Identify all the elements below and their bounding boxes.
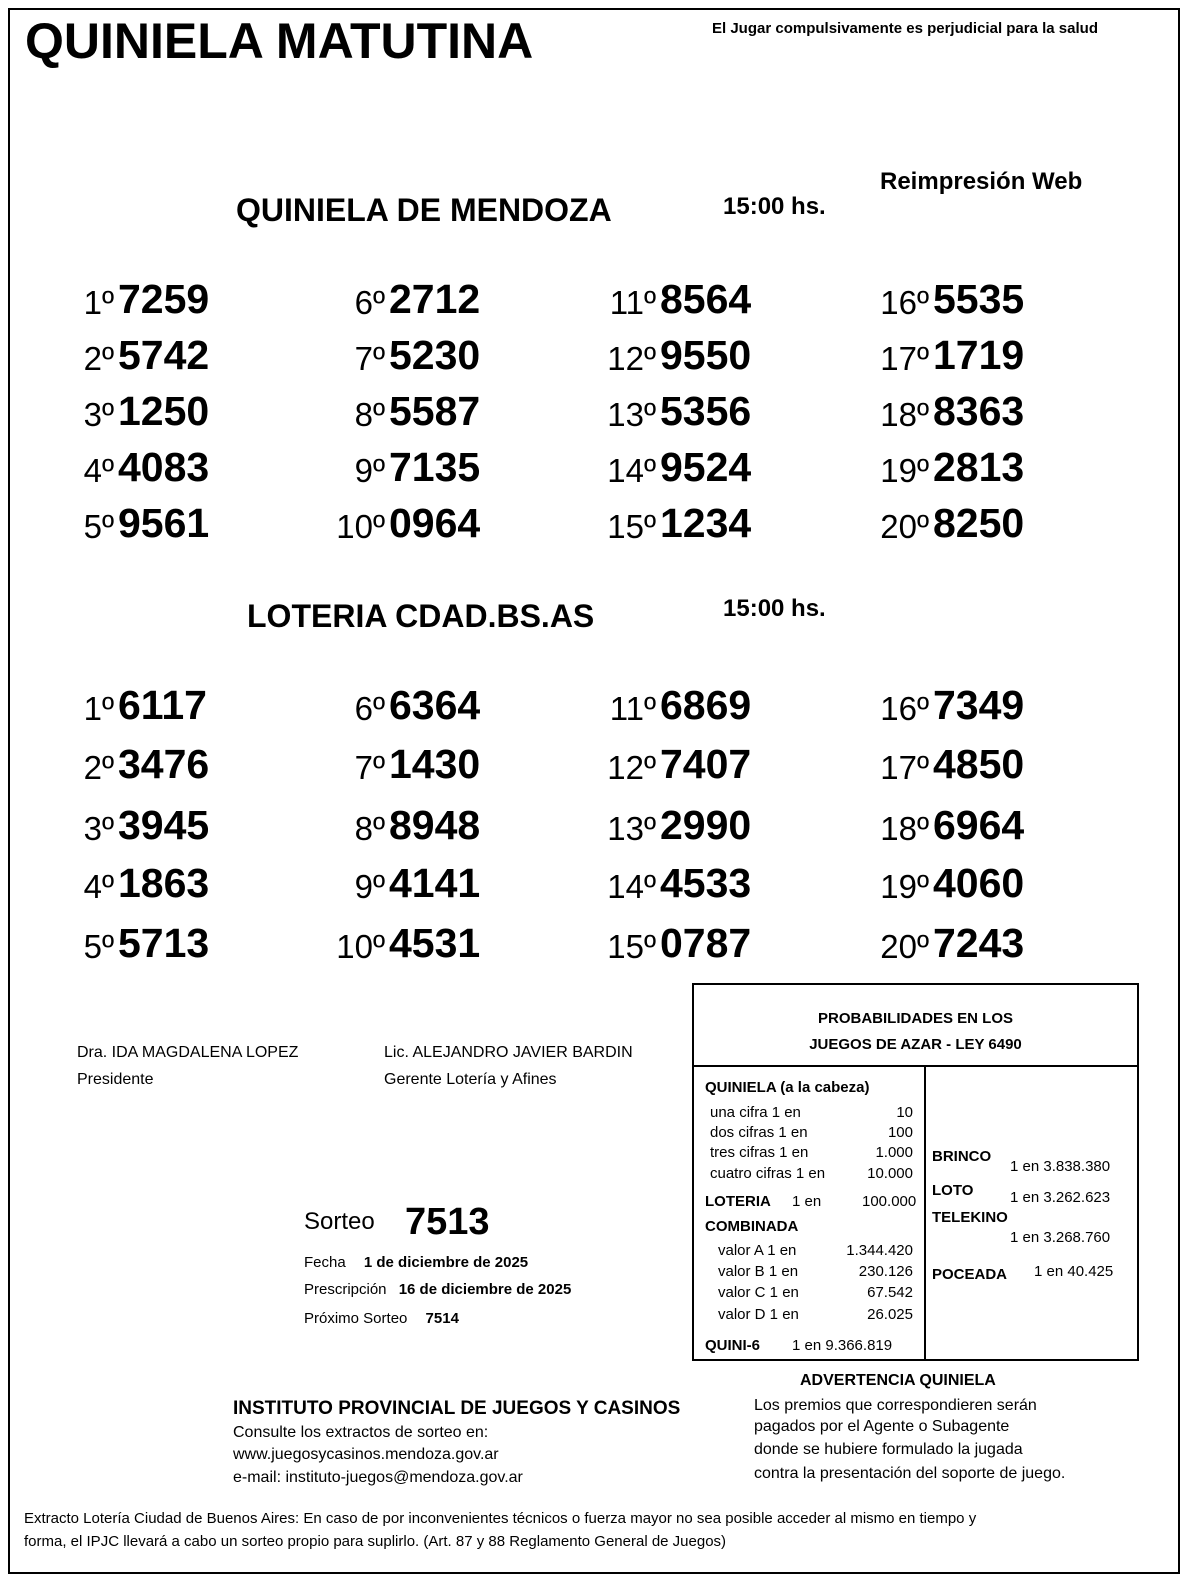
result-entry [863,920,1033,970]
advertencia-title: ADVERTENCIA QUINIELA [800,1372,996,1389]
result-position: 15º [607,928,656,965]
telekino-prob-label: TELEKINO [932,1209,1008,1226]
result-number: 4083 [118,444,210,490]
advertencia-line: contra la presentación del soporte de juego. [754,1465,1066,1482]
result-position: 8º [354,810,385,847]
prob-row-label: valor C 1 en [718,1284,799,1301]
prob-row-value: 1.344.420 [846,1242,913,1259]
result-entry [48,388,218,438]
result-number: 9524 [660,444,752,490]
proximo-value: 7514 [425,1310,459,1327]
result-number: 8363 [933,388,1025,434]
result-position: 2º [83,749,114,786]
prob-row-value: 10 [896,1104,913,1121]
result-entry [48,276,218,326]
result-position: 1º [83,284,114,321]
result-position: 20º [880,928,929,965]
result-entry [319,741,489,791]
prob-row-value: 26.025 [867,1306,913,1323]
footer-line2: forma, el IPJC llevará a cabo un sorteo propio para suplirlo. (Art. 87 y 88 Reglamento General de Juegos) [24,1533,727,1550]
result-entry [48,682,218,732]
result-number: 5587 [389,388,481,434]
result-entry [863,276,1033,326]
manager-role: Gerente Lotería y Afines [384,1071,557,1088]
probabilities-title-line2: JUEGOS DE AZAR - LEY 6490 [809,1036,1022,1053]
result-position: 10º [336,928,385,965]
result-number: 6117 [118,682,207,728]
result-number: 4141 [389,860,481,906]
reprint-label: Reimpresión Web [880,168,1083,195]
footer-note [24,1507,976,1553]
prob-row-label: una cifra 1 en [710,1104,801,1121]
result-entry [590,920,760,970]
result-entry [319,682,489,732]
result-entry [590,860,760,910]
probabilities-divider [924,1067,926,1361]
loteria-prob-value: 100.000 [862,1193,917,1210]
loto-prob-label: LOTO [932,1182,974,1199]
institute-website[interactable]: www.juegosycasinos.mendoza.gov.ar [233,1446,499,1463]
result-entry [863,802,1033,852]
result-entry [590,741,760,791]
result-number: 5230 [389,332,481,378]
proximo-label: Próximo Sorteo [304,1310,408,1327]
result-entry [863,682,1033,732]
result-number: 5742 [118,332,210,378]
prob-row-value: 1.000 [875,1144,913,1161]
result-number: 0964 [389,500,481,546]
result-number: 6364 [389,682,481,728]
result-number: 1250 [118,388,210,434]
result-number: 8250 [933,500,1025,546]
result-position: 8º [354,396,385,433]
result-number: 5535 [933,276,1025,322]
institute-name: INSTITUTO PROVINCIAL DE JUEGOS Y CASINOS [233,1398,681,1419]
result-position: 10º [336,508,385,545]
quini6-prob-label: QUINI-6 [705,1337,761,1354]
brinco-prob-value: 1 en 3.838.380 [1010,1158,1111,1175]
result-number: 1234 [660,500,752,546]
result-position: 7º [354,340,385,377]
brinco-prob-label: BRINCO [932,1148,992,1165]
result-number: 5713 [118,920,210,966]
bsas-time: 15:00 hs. [723,595,826,622]
probabilities-box [692,983,1139,1361]
result-position: 3º [83,810,114,847]
result-number: 7259 [118,276,210,322]
result-number: 5356 [660,388,752,434]
result-position: 11º [609,690,656,727]
loto-prob-value: 1 en 3.262.623 [1010,1189,1111,1206]
result-number: 0787 [660,920,752,966]
advertencia-line: pagados por el Agente o Subagente [754,1418,1010,1435]
result-position: 18º [880,810,929,847]
prob-row-label: cuatro cifras 1 en [710,1165,826,1182]
result-entry [863,444,1033,494]
result-entry [319,276,489,326]
result-position: 6º [354,284,385,321]
result-entry [590,444,760,494]
poceada-prob-value: 1 en 40.425 [1034,1263,1114,1280]
signature-president [77,1044,298,1089]
result-position: 14º [607,452,656,489]
result-number: 6869 [660,682,752,728]
result-entry [48,444,218,494]
health-warning: El Jugar compulsivamente es perjudicial para la salud [712,20,1098,37]
prob-row-value: 10.000 [867,1165,913,1182]
result-entry [48,500,218,550]
combinada-prob-label: COMBINADA [705,1218,799,1235]
page-title: QUINIELA MATUTINA [25,13,534,69]
loteria-prob-label: LOTERIA [705,1193,771,1210]
result-number: 2990 [660,802,752,848]
result-number: 3476 [118,741,210,787]
result-position: 7º [354,749,385,786]
result-number: 1863 [118,860,210,906]
result-entry [319,444,489,494]
result-position: 15º [607,508,656,545]
result-number: 2813 [933,444,1025,490]
mendoza-title: QUINIELA DE MENDOZA [236,192,612,228]
prob-row-label: valor D 1 en [718,1306,799,1323]
president-name: Dra. IDA MAGDALENA LOPEZ [77,1044,299,1061]
result-number: 4850 [933,741,1025,787]
prob-row-label: valor B 1 en [718,1263,799,1280]
president-role: Presidente [77,1071,154,1088]
result-position: 5º [83,928,114,965]
footer-line1: Extracto Lotería Ciudad de Buenos Aires: En caso de por inconvenientes técnicos o fuerza mayor no sea posible acceder al mismo en tiempo y [24,1510,977,1527]
result-number: 3945 [118,802,210,848]
result-position: 5º [83,508,114,545]
result-number: 6964 [933,802,1025,848]
result-entry [863,332,1033,382]
result-position: 19º [880,868,929,905]
result-entry [48,332,218,382]
result-position: 17º [880,340,929,377]
result-position: 19º [880,452,929,489]
result-position: 2º [83,340,114,377]
result-entry [48,802,218,852]
result-position: 20º [880,508,929,545]
result-entry [590,802,760,852]
prob-row-label: valor A 1 en [718,1242,797,1259]
poceada-prob-label: POCEADA [932,1266,1008,1283]
result-position: 17º [880,749,929,786]
result-entry [319,860,489,910]
probabilities-header [694,985,1137,1067]
result-number: 2712 [389,276,481,322]
sorteo-number: 7513 [405,1201,490,1243]
quini6-prob-value: 1 en 9.366.819 [792,1337,893,1354]
result-entry [590,388,760,438]
telekino-prob-value: 1 en 3.268.760 [1010,1229,1111,1246]
result-entry [590,682,760,732]
result-position: 16º [880,690,929,727]
result-number: 4531 [389,920,481,966]
result-position: 3º [83,396,114,433]
result-entry [48,741,218,791]
result-entry [863,500,1033,550]
result-number: 7349 [933,682,1025,728]
result-position: 4º [83,452,114,489]
prescripcion-label: Prescripción [304,1281,387,1298]
result-entry [48,920,218,970]
prescripcion-value: 16 de diciembre de 2025 [398,1281,572,1298]
fecha-line [304,1254,528,1271]
result-number: 4060 [933,860,1025,906]
prob-row-value: 100 [887,1124,913,1141]
result-entry [590,276,760,326]
prob-row-value: 67.542 [867,1284,913,1301]
result-entry [319,332,489,382]
institute-line1: Consulte los extractos de sorteo en: [233,1424,489,1441]
result-number: 1430 [389,741,481,787]
signature-manager [384,1044,633,1089]
result-position: 16º [880,284,929,321]
result-position: 18º [880,396,929,433]
result-entry [319,388,489,438]
result-number: 9550 [660,332,752,378]
result-position: 13º [607,810,656,847]
result-entry [319,500,489,550]
fecha-value: 1 de diciembre de 2025 [363,1254,529,1271]
result-entry [863,388,1033,438]
prob-row-label: dos cifras 1 en [710,1124,808,1141]
result-position: 13º [607,396,656,433]
loteria-prob-text: 1 en [792,1193,822,1210]
prescripcion-line [304,1281,571,1298]
result-entry [863,741,1033,791]
proximo-line [304,1310,459,1327]
institute-email[interactable]: e-mail: instituto-juegos@mendoza.gov.ar [233,1469,523,1486]
result-entry [863,860,1033,910]
result-position: 12º [607,340,656,377]
advertencia-line: donde se hubiere formulado la jugada [754,1441,1023,1458]
prob-row-label: tres cifras 1 en [710,1144,809,1161]
result-position: 14º [607,868,656,905]
result-entry [319,802,489,852]
result-position: 9º [354,452,385,489]
result-position: 6º [354,690,385,727]
result-position: 11º [609,284,656,321]
quiniela-prob-label: QUINIELA (a la cabeza) [705,1079,870,1096]
result-entry [319,920,489,970]
sorteo-label: Sorteo [304,1208,375,1235]
prob-row-value: 230.126 [858,1263,913,1280]
result-entry [48,860,218,910]
result-number: 9561 [118,500,210,546]
result-number: 8948 [389,802,481,848]
result-number: 4533 [660,860,752,906]
result-number: 7243 [933,920,1025,966]
manager-name: Lic. ALEJANDRO JAVIER BARDIN [384,1044,633,1061]
mendoza-time: 15:00 hs. [723,193,826,220]
fecha-label: Fecha [304,1254,346,1271]
result-entry [590,500,760,550]
bsas-title: LOTERIA CDAD.BS.AS [247,598,595,634]
result-number: 7135 [389,444,481,490]
result-entry [590,332,760,382]
result-position: 4º [83,868,114,905]
result-number: 7407 [660,741,752,787]
probabilities-title-line1: PROBABILIDADES EN LOS [817,1010,1013,1027]
result-position: 12º [607,749,656,786]
result-number: 8564 [660,276,752,322]
result-number: 1719 [933,332,1025,378]
advertencia-line: Los premios que correspondieren serán [754,1397,1037,1414]
result-position: 1º [83,690,114,727]
result-position: 9º [354,868,385,905]
